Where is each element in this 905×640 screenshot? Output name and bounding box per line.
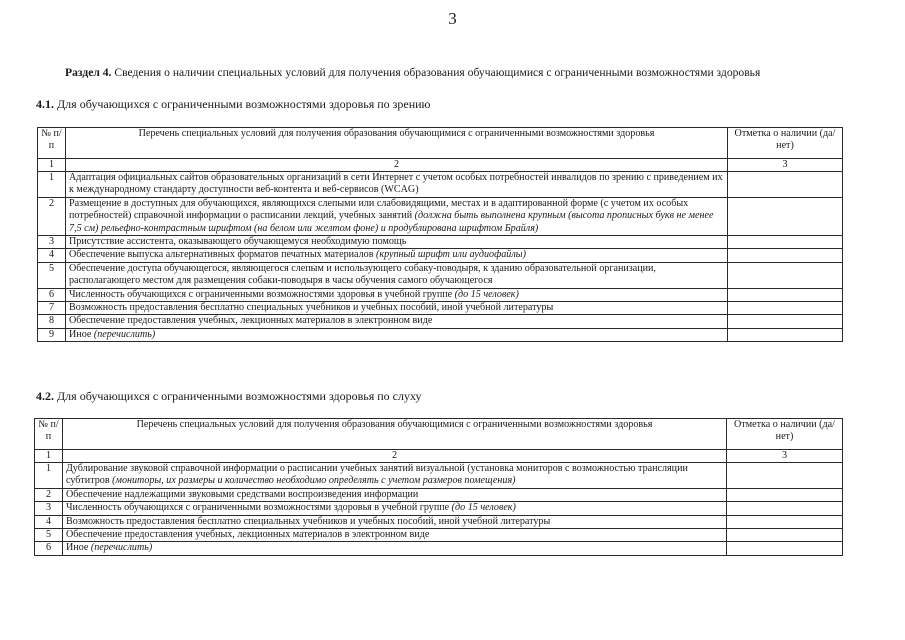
table-header-row [35, 419, 843, 450]
table-row [38, 236, 843, 249]
table-row [35, 463, 843, 489]
row-number: 3 [35, 502, 63, 515]
condition-text: Дублирование звуковой справочной информации о расписании учебных занятий визуальной (установка мониторов с возможностью трансляции субтитров [66, 463, 688, 487]
row-number: 1 [35, 463, 63, 489]
condition-description [63, 515, 727, 528]
condition-text: Адаптация официальных сайтов образовательных организаций в сети Интернет с учетом особых потребностей инвалидов по зрению с приведением их к международному стандарту доступности веб-контента и веб-сервисов (WCAG) [69, 172, 723, 196]
condition-description [66, 302, 728, 315]
availability-mark-cell[interactable] [728, 197, 843, 235]
condition-description [66, 172, 728, 198]
availability-mark-cell[interactable] [727, 529, 843, 542]
table-row [35, 542, 843, 555]
row-number: 3 [38, 236, 66, 249]
column-index: 1 [38, 159, 66, 172]
table-row [38, 302, 843, 315]
availability-mark-cell[interactable] [727, 463, 843, 489]
row-number: 2 [38, 197, 66, 235]
row-number: 4 [38, 249, 66, 262]
table-row [35, 502, 843, 515]
condition-text: Иное [69, 328, 94, 340]
condition-text: Численность обучающихся с ограниченными возможностями здоровья в учебной группе [66, 502, 452, 514]
condition-description [66, 288, 728, 301]
vision-conditions-table [37, 127, 843, 342]
condition-note: (мониторы, их размеры и количество необходимо определять с учетом размеров помещения) [112, 475, 516, 487]
condition-text: Обеспечение надлежащими звуковыми средствами воспроизведения информации [66, 488, 419, 500]
condition-text: Возможность предоставления бесплатно специальных учебников и учебных пособий, иной учебной литературы [66, 515, 551, 527]
table-row [38, 328, 843, 341]
table-row [38, 315, 843, 328]
condition-note: (перечислить) [90, 542, 153, 554]
condition-description [63, 502, 727, 515]
row-number: 7 [38, 302, 66, 315]
availability-mark-cell[interactable] [728, 262, 843, 288]
availability-mark-cell[interactable] [728, 172, 843, 198]
table-row [35, 529, 843, 542]
header-num: № п/п [35, 419, 63, 450]
column-index-row [38, 159, 843, 172]
table-row [35, 488, 843, 501]
table-row [38, 262, 843, 288]
header-list: Перечень специальных условий для получения образования обучающимися с ограниченными возможностями здоровья [66, 128, 728, 159]
row-number: 6 [35, 542, 63, 555]
condition-description [66, 328, 728, 341]
hearing-conditions-table [34, 418, 843, 556]
condition-text: Иное [66, 542, 91, 554]
header-mark: Отметка о наличии (да/нет) [728, 128, 843, 159]
condition-text: Присутствие ассистента, оказывающего обучающемуся необходимую помощь [69, 236, 407, 248]
header-mark: Отметка о наличии (да/нет) [727, 419, 843, 450]
section-title [65, 66, 895, 79]
row-number: 8 [38, 315, 66, 328]
column-index: 2 [66, 159, 728, 172]
section-label: Раздел 4. [65, 66, 112, 79]
condition-note: (должна быть выполнена крупным (высота прописных букв не менее 7,5 см) рельефно-контрастным шрифтом (на белом или желтом фоне) и продублирована шрифтом Брайля) [69, 210, 714, 234]
row-number: 2 [35, 488, 63, 501]
condition-text: Возможность предоставления бесплатно специальных учебников и учебных пособий, иной учебной литературы [69, 302, 554, 314]
column-index: 1 [35, 450, 63, 463]
table-row [38, 197, 843, 235]
condition-text: Численность обучающихся с ограниченными возможностями здоровья в учебной группе [69, 288, 455, 300]
availability-mark-cell[interactable] [728, 236, 843, 249]
column-index: 3 [728, 159, 843, 172]
row-number: 4 [35, 515, 63, 528]
table2-title-number: 4.2. [36, 389, 54, 403]
row-number: 5 [35, 529, 63, 542]
table1-title-text: Для обучающихся с ограниченными возможностями здоровья по зрению [54, 97, 431, 111]
availability-mark-cell[interactable] [728, 315, 843, 328]
availability-mark-cell[interactable] [727, 488, 843, 501]
table-header-row [38, 128, 843, 159]
table1-title [36, 97, 431, 112]
condition-description [63, 542, 727, 555]
header-num: № п/п [38, 128, 66, 159]
table-row [38, 172, 843, 198]
condition-note: (до 15 человек) [451, 502, 516, 514]
row-number: 1 [38, 172, 66, 198]
availability-mark-cell[interactable] [728, 328, 843, 341]
availability-mark-cell[interactable] [727, 515, 843, 528]
condition-description [63, 488, 727, 501]
table-row [35, 515, 843, 528]
condition-description [66, 262, 728, 288]
condition-text: Обеспечение доступа обучающегося, являющегося слепым и использующего собаку-поводыря, к зданию образовательной организации, располагающего местом для размещения собаки-поводыря в часы обучения самого обучающегося [69, 262, 656, 287]
table-row [38, 288, 843, 301]
vision-conditions-body [38, 172, 843, 342]
condition-note: (крупный шрифт или аудиофайлы) [376, 249, 526, 261]
table1-title-number: 4.1. [36, 97, 54, 111]
availability-mark-cell[interactable] [728, 288, 843, 301]
table2-title [36, 389, 422, 404]
availability-mark-cell[interactable] [727, 542, 843, 555]
table-row [38, 249, 843, 262]
availability-mark-cell[interactable] [727, 502, 843, 515]
condition-text: Обеспечение предоставления учебных, лекционных материалов в электронном виде [66, 529, 430, 541]
section-text: Сведения о наличии специальных условий для получения образования обучающимися с ограниченными возможностями здоровья [111, 66, 761, 79]
header-list: Перечень специальных условий для получения образования обучающимися с ограниченными возможностями здоровья [63, 419, 727, 450]
availability-mark-cell[interactable] [728, 249, 843, 262]
condition-description [66, 236, 728, 249]
availability-mark-cell[interactable] [728, 302, 843, 315]
condition-description [66, 249, 728, 262]
condition-description [63, 529, 727, 542]
condition-note: (перечислить) [93, 328, 156, 340]
column-index-row [35, 450, 843, 463]
column-index: 3 [727, 450, 843, 463]
row-number: 6 [38, 288, 66, 301]
condition-description [66, 197, 728, 235]
table2-title-text: Для обучающихся с ограниченными возможностями здоровья по слуху [54, 389, 422, 403]
row-number: 9 [38, 328, 66, 341]
condition-description [66, 315, 728, 328]
condition-text: Обеспечение предоставления учебных, лекционных материалов в электронном виде [69, 315, 433, 327]
column-index: 2 [63, 450, 727, 463]
row-number: 5 [38, 262, 66, 288]
hearing-conditions-body [35, 463, 843, 556]
page-number: 3 [448, 9, 457, 28]
condition-note: (до 15 человек) [454, 288, 519, 300]
condition-text: Обеспечение выпуска альтернативных форматов печатных материалов [69, 249, 376, 261]
condition-text: Размещение в доступных для обучающихся, являющихся слепыми или слабовидящими, местах и в адаптированной форме (с учетом их особых потребностей) справочной информации о расписании лекций, учебных занятий [69, 197, 689, 222]
condition-description [63, 463, 727, 489]
